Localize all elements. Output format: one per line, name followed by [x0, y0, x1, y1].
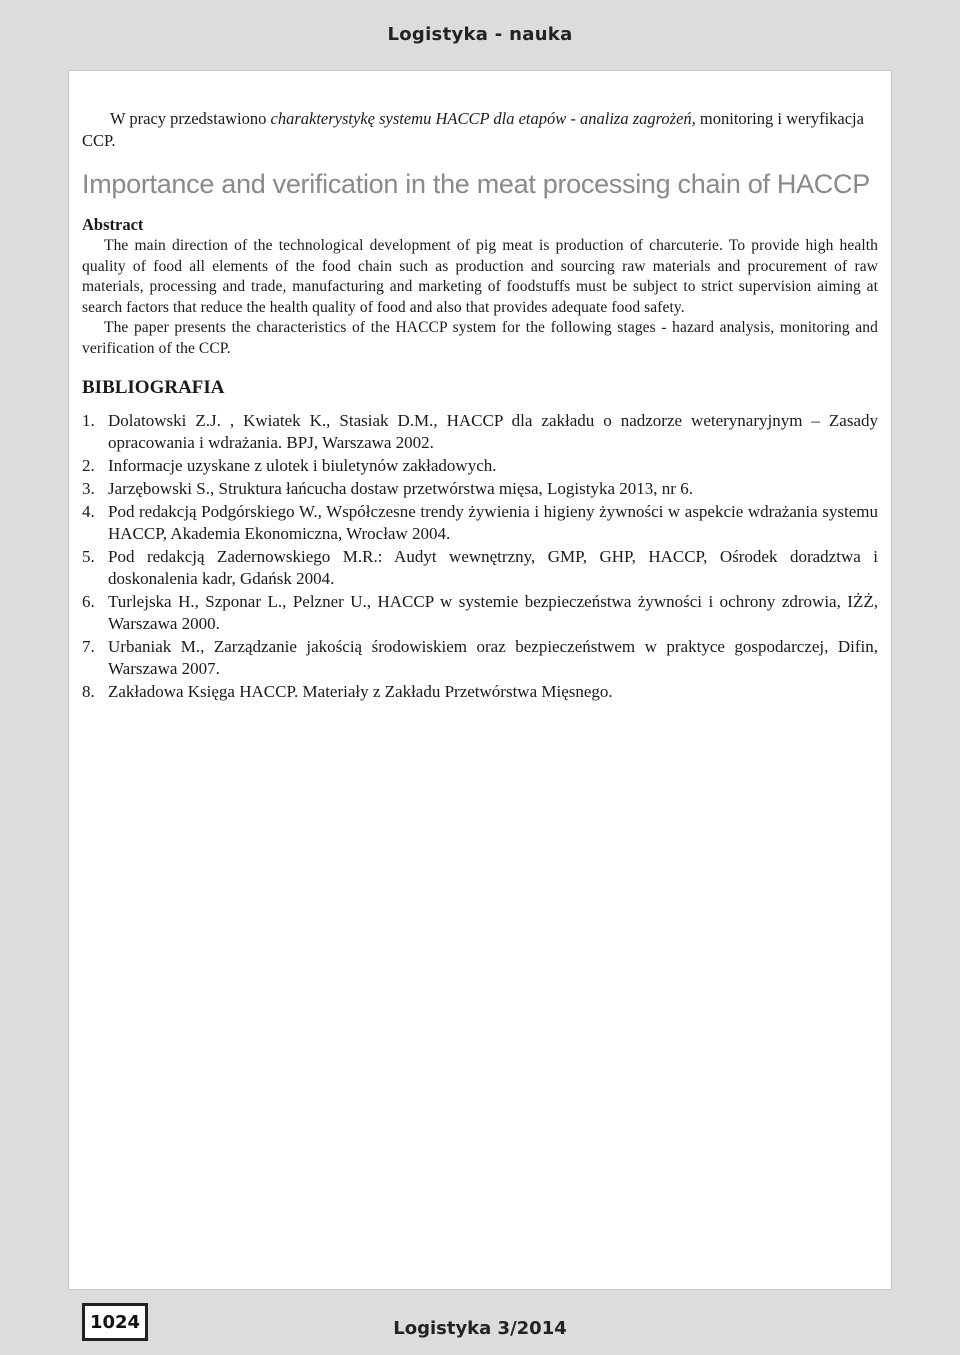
bibliography-heading: BIBLIOGRAFIA	[82, 376, 225, 398]
bibliography-item	[82, 591, 878, 635]
ref-number: 5.	[82, 546, 95, 566]
running-header: Logistyka - nauka	[387, 24, 573, 45]
bibliography-item	[82, 681, 878, 703]
bibliography-item	[82, 478, 878, 500]
english-title: Importance and verification in the meat processing chain of HACCP	[82, 169, 870, 199]
abstract-paragraph-1: The main direction of the technological development of pig meat is production of charcuterie. To provide high health quality of food all elements of the food chain such as production and sourcing raw materials and procurement of raw materials, processing and trade, manufacturing and marketing of foodstuffs must be subject to strict supervision aiming at search factors that reduce the health quality of food and also that provides adequate food safety.	[82, 237, 878, 316]
summary-italic: charakterystykę systemu HACCP dla etapów - analiza zagrożeń,	[270, 109, 696, 128]
ref-text: Pod redakcją Zadernowskiego M.R.: Audyt wewnętrzny, GMP, GHP, HACCP, Ośrodek doradztwa i doskonalenia kadr, Gdańsk 2004.	[108, 546, 878, 588]
bibliography-item	[82, 636, 878, 680]
ref-text: Informacje uzyskane z ulotek i biuletynów zakładowych.	[108, 455, 497, 475]
ref-number: 8.	[82, 681, 95, 701]
ref-text: Turlejska H., Szponar L., Pelzner U., HACCP w systemie bezpieczeństwa żywności i ochrony zdrowia, IŻŻ, Warszawa 2000.	[108, 591, 878, 633]
polish-summary	[82, 108, 878, 152]
bibliography-item	[82, 455, 878, 477]
ref-text: Urbaniak M., Zarządzanie jakością środowiskiem oraz bezpieczeństwem w praktyce gospodarczej, Difin, Warszawa 2007.	[108, 636, 878, 678]
ref-number: 3.	[82, 478, 95, 498]
bibliography-list	[82, 410, 878, 703]
ref-number: 2.	[82, 455, 95, 475]
ref-number: 1.	[82, 410, 95, 430]
ref-text: Jarzębowski S., Struktura łańcucha dostaw przetwórstwa mięsa, Logistyka 2013, nr 6.	[108, 478, 693, 498]
article-content	[82, 108, 878, 704]
ref-number: 4.	[82, 501, 95, 521]
abstract-paragraph-2: The paper presents the characteristics of the HACCP system for the following stages - hazard analysis, monitoring and verification of the CCP.	[82, 319, 878, 357]
ref-text: Dolatowski Z.J. , Kwiatek K., Stasiak D.M., HACCP dla zakładu o nadzorze weterynaryjnym – Zasady opracowania i wdrażania. BPJ, Warszawa 2002.	[108, 410, 878, 452]
bibliography-item	[82, 501, 878, 545]
summary-lead: W pracy przedstawiono	[110, 109, 271, 128]
running-footer: Logistyka 3/2014	[393, 1318, 567, 1339]
summary-tail: monitoring i weryfikacja CCP.	[82, 109, 864, 150]
ref-text: Zakładowa Księga HACCP. Materiały z Zakładu Przetwórstwa Mięsnego.	[108, 681, 613, 701]
page-number: 1024	[82, 1303, 148, 1341]
ref-number: 6.	[82, 591, 95, 611]
bibliography-item	[82, 546, 878, 590]
ref-text: Pod redakcją Podgórskiego W., Współczesne trendy żywienia i higieny żywności w aspekcie wdrażania systemu HACCP, Akademia Ekonomiczna, Wrocław 2004.	[108, 501, 878, 543]
abstract-heading: Abstract	[82, 215, 144, 234]
ref-number: 7.	[82, 636, 95, 656]
bibliography-item	[82, 410, 878, 454]
